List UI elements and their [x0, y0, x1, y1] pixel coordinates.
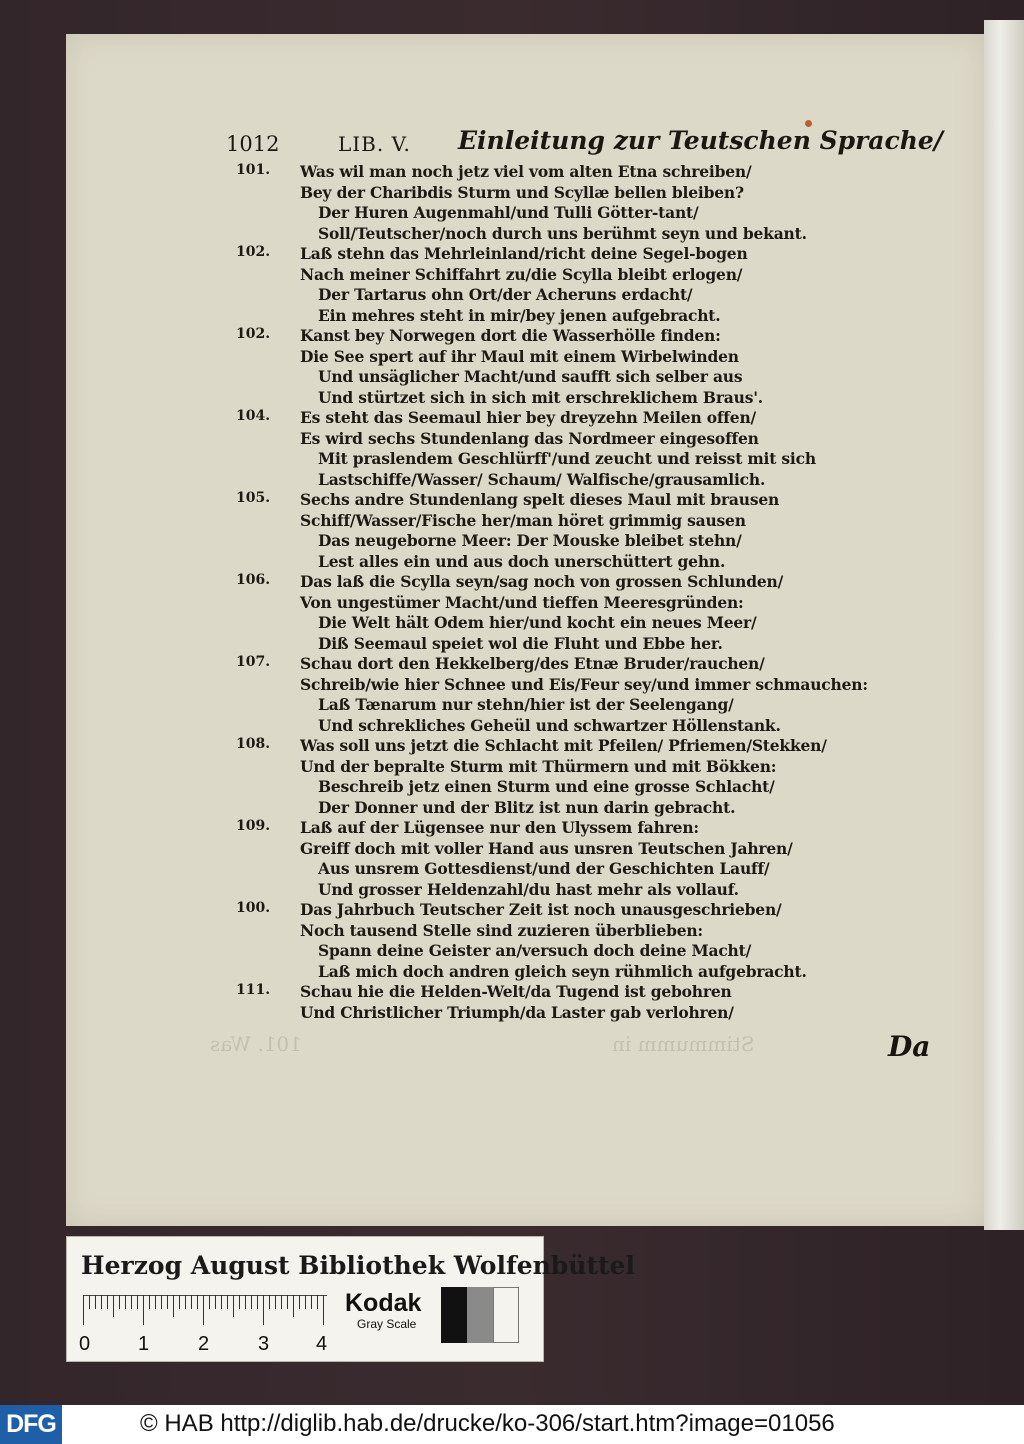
verse-line: Laß Tænarum nur stehn/hier ist der Seelengang/ — [318, 695, 734, 714]
verse-line: Und stürtzet sich in sich mit erschreklichem Braus'. — [318, 387, 763, 407]
ruler-number: 3 — [258, 1333, 270, 1355]
kodak-logo: Kodak — [345, 1289, 422, 1317]
ruler-tick — [305, 1295, 306, 1309]
verse-line: Es steht das Seemaul hier bey dreyzehn Meilen offen/ — [300, 408, 756, 427]
verse-line: Nach meiner Schiffahrt zu/die Scylla bleibt erlogen/ — [300, 264, 743, 284]
ruler-tick — [239, 1295, 240, 1309]
gray-scale-label: Gray Scale — [357, 1317, 417, 1331]
ruler-number: 2 — [198, 1333, 210, 1355]
verse-line: Greiff doch mit voller Hand aus unsren Teutschen Jahren/ — [300, 838, 793, 858]
verse-line: Sechs andre Stundenlang spelt dieses Maul mit brausen — [300, 490, 780, 509]
dfg-logo: DFG — [0, 1405, 62, 1444]
verse — [236, 654, 868, 736]
verse-line: Und Christlicher Triumph/da Laster gab verlohren/ — [300, 1002, 734, 1022]
verse-line: Und schrekliches Geheül und schwartzer Höllenstank. — [318, 715, 781, 735]
ruler-tick — [143, 1295, 144, 1325]
verse-line: Was soll uns jetzt die Schlacht mit Pfeilen/ Pfriemen/Stekken/ — [300, 736, 827, 755]
verse-number: 111. — [236, 982, 271, 998]
verse — [236, 572, 856, 654]
verse — [236, 244, 856, 326]
ruler-tick — [215, 1295, 216, 1309]
verse-line: Spann deine Geister an/versuch doch deine Macht/ — [318, 941, 752, 960]
ruler-tick — [317, 1295, 318, 1309]
verse-line: Beschreib jetz einen Sturm und eine grosse Schlacht/ — [318, 777, 775, 796]
ruler-tick — [149, 1295, 150, 1309]
ruler-tick — [167, 1295, 168, 1309]
ruler-tick — [101, 1295, 102, 1309]
ruler-tick — [125, 1295, 126, 1309]
ruler-tick — [299, 1295, 300, 1309]
verse-line: Die Welt hält Odem hier/und kocht ein neues Meer/ — [318, 613, 757, 632]
ruler-tick — [257, 1295, 258, 1309]
copyright-link[interactable]: © HAB http://diglib.hab.de/drucke/ko-306/start.htm?image=01056 — [140, 1410, 835, 1437]
verse-number: 102. — [236, 244, 271, 260]
verse-number: 101. — [236, 162, 271, 178]
verse-line: Laß auf der Lügensee nur den Ulyssem fahren: — [300, 818, 699, 837]
verse-line: Noch tausend Stelle sind zuzieren überblieben: — [300, 920, 703, 940]
ruler-tick — [185, 1295, 186, 1309]
ruler-tick — [197, 1295, 198, 1309]
gray-swatch-mid — [467, 1287, 493, 1343]
show-through-text: 101. Was — [210, 1032, 302, 1056]
ruler-tick — [227, 1295, 228, 1309]
verse-line: Und unsäglicher Macht/und saufft sich selber aus — [318, 367, 743, 386]
ruler-number: 0 — [79, 1333, 91, 1355]
verse-line: Schau hie die Helden-Welt/da Tugend ist gebohren — [300, 982, 732, 1001]
ruler-tick — [323, 1295, 324, 1325]
ruler-number: 1 — [138, 1333, 150, 1355]
catchword: Da — [888, 1030, 931, 1063]
footer-bar — [0, 1405, 1024, 1444]
gray-swatch-light — [493, 1287, 519, 1343]
running-header — [226, 126, 943, 160]
verse-line: Bey der Charibdis Sturm und Scyllæ bellen bleiben? — [300, 182, 744, 202]
ruler-tick — [131, 1295, 132, 1309]
verse-line: Soll/Teutscher/noch durch uns berühmt seyn und bekant. — [318, 223, 807, 243]
verse-line: Der Donner und der Blitz ist nun darin gebracht. — [318, 797, 736, 817]
color-calibration-bar — [66, 1236, 635, 1362]
ruler-tick — [155, 1295, 156, 1309]
verse-line: Schiff/Wasser/Fische her/man höret grimmig sausen — [300, 510, 746, 530]
ruler-tick — [203, 1295, 204, 1325]
ruler-tick — [113, 1295, 114, 1317]
verse-line: Und grosser Heldenzahl/du hast mehr als vollauf. — [318, 879, 739, 899]
ruler-tick — [191, 1295, 192, 1309]
verse — [236, 326, 856, 408]
verse-line: Und der bepralte Sturm mit Thürmern und mit Bökken: — [300, 756, 777, 776]
ruler-tick — [245, 1295, 246, 1309]
ruler-tick — [233, 1295, 234, 1317]
verse-line: Laß mich doch andren gleich seyn rühmlich aufgebracht. — [318, 961, 807, 981]
verse-number: 102. — [236, 326, 271, 342]
ruler-tick — [221, 1295, 222, 1309]
verse-number: 105. — [236, 490, 271, 506]
ruler-tick — [95, 1295, 96, 1309]
adjacent-page-edge — [984, 20, 1024, 1230]
verse-line: Schreib/wie hier Schnee und Eis/Feur sey/und immer schmauchen: — [300, 674, 868, 694]
verse-number: 106. — [236, 572, 271, 588]
verse-line: Es wird sechs Stundenlang das Nordmeer eingesoffen — [300, 428, 759, 448]
ruler-tick — [293, 1295, 294, 1317]
show-through-text: Stimmumm in — [612, 1032, 755, 1056]
ruler-tick — [275, 1295, 276, 1309]
verse-line: Von ungestümer Macht/und tieffen Meeresgründen: — [300, 592, 744, 612]
verse — [236, 490, 856, 572]
verse — [236, 982, 856, 1023]
verse-number: 109. — [236, 818, 271, 834]
verse-number: 107. — [236, 654, 271, 670]
verse — [236, 818, 856, 900]
ruler-tick — [173, 1295, 174, 1317]
verse-line: Lest alles ein und aus doch unerschüttert gehn. — [318, 551, 726, 571]
ruler-tick — [311, 1295, 312, 1309]
ruler-tick — [287, 1295, 288, 1309]
verse-line: Das Jahrbuch Teutscher Zeit ist noch unausgeschrieben/ — [300, 900, 782, 919]
scale-ruler — [83, 1295, 327, 1327]
verse-line: Lastschiffe/Wasser/ Schaum/ Walfische/grausamlich. — [318, 469, 766, 489]
verse-line: Aus unsrem Gottesdienst/und der Geschichten Lauff/ — [318, 859, 770, 878]
page-number: 1012 — [226, 132, 280, 156]
verse-line: Der Huren Augenmahl/und Tulli Götter-tant/ — [318, 203, 699, 222]
ruler-tick — [161, 1295, 162, 1309]
verse — [236, 736, 856, 818]
ruler-tick — [269, 1295, 270, 1309]
ruler-number: 4 — [316, 1333, 328, 1355]
verse-line: Das neugeborne Meer: Der Mouske bleibet stehn/ — [318, 531, 742, 550]
verse-number: 104. — [236, 408, 271, 424]
verse — [236, 408, 856, 490]
verse-line: Kanst bey Norwegen dort die Wasserhölle finden: — [300, 326, 721, 345]
ruler-tick — [281, 1295, 282, 1309]
ruler-tick — [119, 1295, 120, 1309]
verse — [236, 900, 856, 982]
verse-number: 100. — [236, 900, 271, 916]
verse-line: Was wil man noch jetz viel vom alten Etna schreiben/ — [300, 162, 752, 181]
verse-line: Mit praslendem Geschlürff'/und zeucht und reisst mit sich — [318, 449, 816, 468]
ruler-tick — [83, 1295, 84, 1325]
ruler-tick — [107, 1295, 108, 1309]
ruler-tick — [137, 1295, 138, 1309]
verse-number: 108. — [236, 736, 271, 752]
verse-line: Diß Seemaul speiet wol die Fluht und Ebbe her. — [318, 633, 723, 653]
ruler-tick — [263, 1295, 264, 1325]
ruler-tick — [89, 1295, 90, 1309]
verse-line: Ein mehres steht in mir/bey jenen aufgebracht. — [318, 305, 721, 325]
ruler-tick — [209, 1295, 210, 1309]
verse-line: Die See spert auf ihr Maul mit einem Wirbelwinden — [300, 346, 739, 366]
verse-line: Der Tartarus ohn Ort/der Acheruns erdacht/ — [318, 285, 693, 304]
verse-line: Das laß die Scylla seyn/sag noch von grossen Schlunden/ — [300, 572, 784, 591]
verse — [236, 162, 856, 244]
ruler-tick — [251, 1295, 252, 1309]
page-title: Einleitung zur Teutschen Sprache/ — [458, 126, 943, 155]
verse-block — [236, 162, 868, 1023]
library-name: Herzog August Bibliothek Wolfenbüttel — [81, 1251, 635, 1280]
verse-line: Laß stehn das Mehrleinland/richt deine Segel-bogen — [300, 244, 748, 263]
ruler-tick — [179, 1295, 180, 1309]
book-label: LIB. V. — [338, 132, 411, 156]
gray-swatch-dark — [441, 1287, 467, 1343]
verse-line: Schau dort den Hekkelberg/des Etnæ Bruder/rauchen/ — [300, 654, 765, 673]
